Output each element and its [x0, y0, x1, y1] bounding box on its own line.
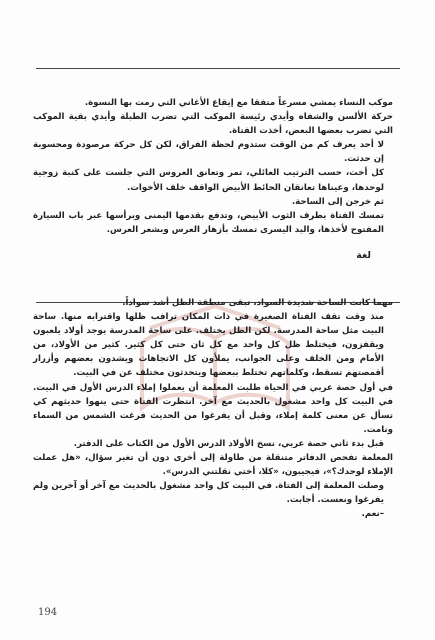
page-number: 194 — [38, 607, 58, 618]
text-block-2 — [33, 296, 393, 522]
paragraph: تمسك الفتاة بطرف الثوب الأبيض، وتدفع بقدمها اليمنى وبرأسها عبر باب السيارة المفتوح لأخذها، واليد اليسرى تمسك بأزهار العرس وبشعر العرس. — [33, 210, 384, 235]
paragraph: قبل بدء ثاني حصة عربي، نسخ الأولاد الدرس الأول من الكتاب على الدفتر. — [73, 438, 384, 449]
paragraph: في أول حصة عربي في الحياة طلبت المعلمة أن يعملوا إملاء الدرس الأول في البيت. في البيت كل واحد مشغول بالحديث مع آخر. انتظرت الفتاة حتى ينهوا حديثهم كي تسأل عن معنى كلمة إملاء، وقبل أن يفرغوا من الحديث فرغت الشمس من السماء ونامت. — [33, 382, 393, 435]
paragraph: حركة الألسن والشفاه وأيدي رئيسة الموكب التي تضرب الطبلة وأيدي بقية الموكب التي تضرب بعضها البعض، أخذت الفتاة. — [33, 112, 393, 137]
paragraph: منذ وقت تقف الفتاة الصغيرة في ذات المكان ترافب ظلها واقترابه منها. ساحة البيت مثل ساحة المدرسة. لكن الظل يختلف. على ساحة المدرسة يوجد أولاد يلعبون ويقفزون، فيختلط ظل كل واحد مع كل ثان حتى كل كثير. كثير من الأولاد، من الأمام ومن الخلف وعلى الجوانب، يملأون كل الاتجاهات ويشدون بعضهم وأزرار أقمصتهم تسقط، وكلماتهم تختلط ببعضها ويتحدثون مختلف عن في البيت. — [33, 312, 384, 379]
paragraph: وصلت المعلمة إلى الفتاة. في البيت كل واحد مشغول بالحديث مع آخر أو آخرين ولم يفرغوا ونعست. أجابت. — [33, 481, 384, 506]
paragraph: موكب النساء يمشي مسرعاً متفقا مع إيقاع الأغاني التي رمت بها النسوة. — [84, 98, 393, 108]
paragraph: ثم خرجن إلى الساحة. — [291, 196, 384, 207]
top-rule — [36, 68, 400, 69]
paragraph: –نعم. — [361, 509, 384, 520]
paragraph: كل أخت، حسب الترتيب العائلي، تمر وتعانق العروس التي جلست على كنبة زوجية لوحدها، وعيناها تعانقان الحائط الأبيض الواقف خلف الأخوات. — [33, 168, 384, 193]
paragraph: مهما كانت الساحة شديدة السواد، تبقى منطقة الظل أشد سواداً. — [122, 298, 393, 308]
text-block-1 — [33, 96, 393, 237]
paragraph: لا أحد يعرف كم من الوقت ستدوم لحظة الفراق، لكن كل حركة مرصودة ومحسوبة إن حدثت. — [33, 140, 384, 165]
paragraph: المعلمة تفحص الدفاتر متنقلة من طاولة إلى أخرى دون أن تغير سؤال، «هل عملت الإملاء لوحدك؟»، فيجيبون، «كلا، أختي نقلتني الدرس». — [33, 453, 393, 478]
story-heading: لغة — [356, 250, 371, 261]
